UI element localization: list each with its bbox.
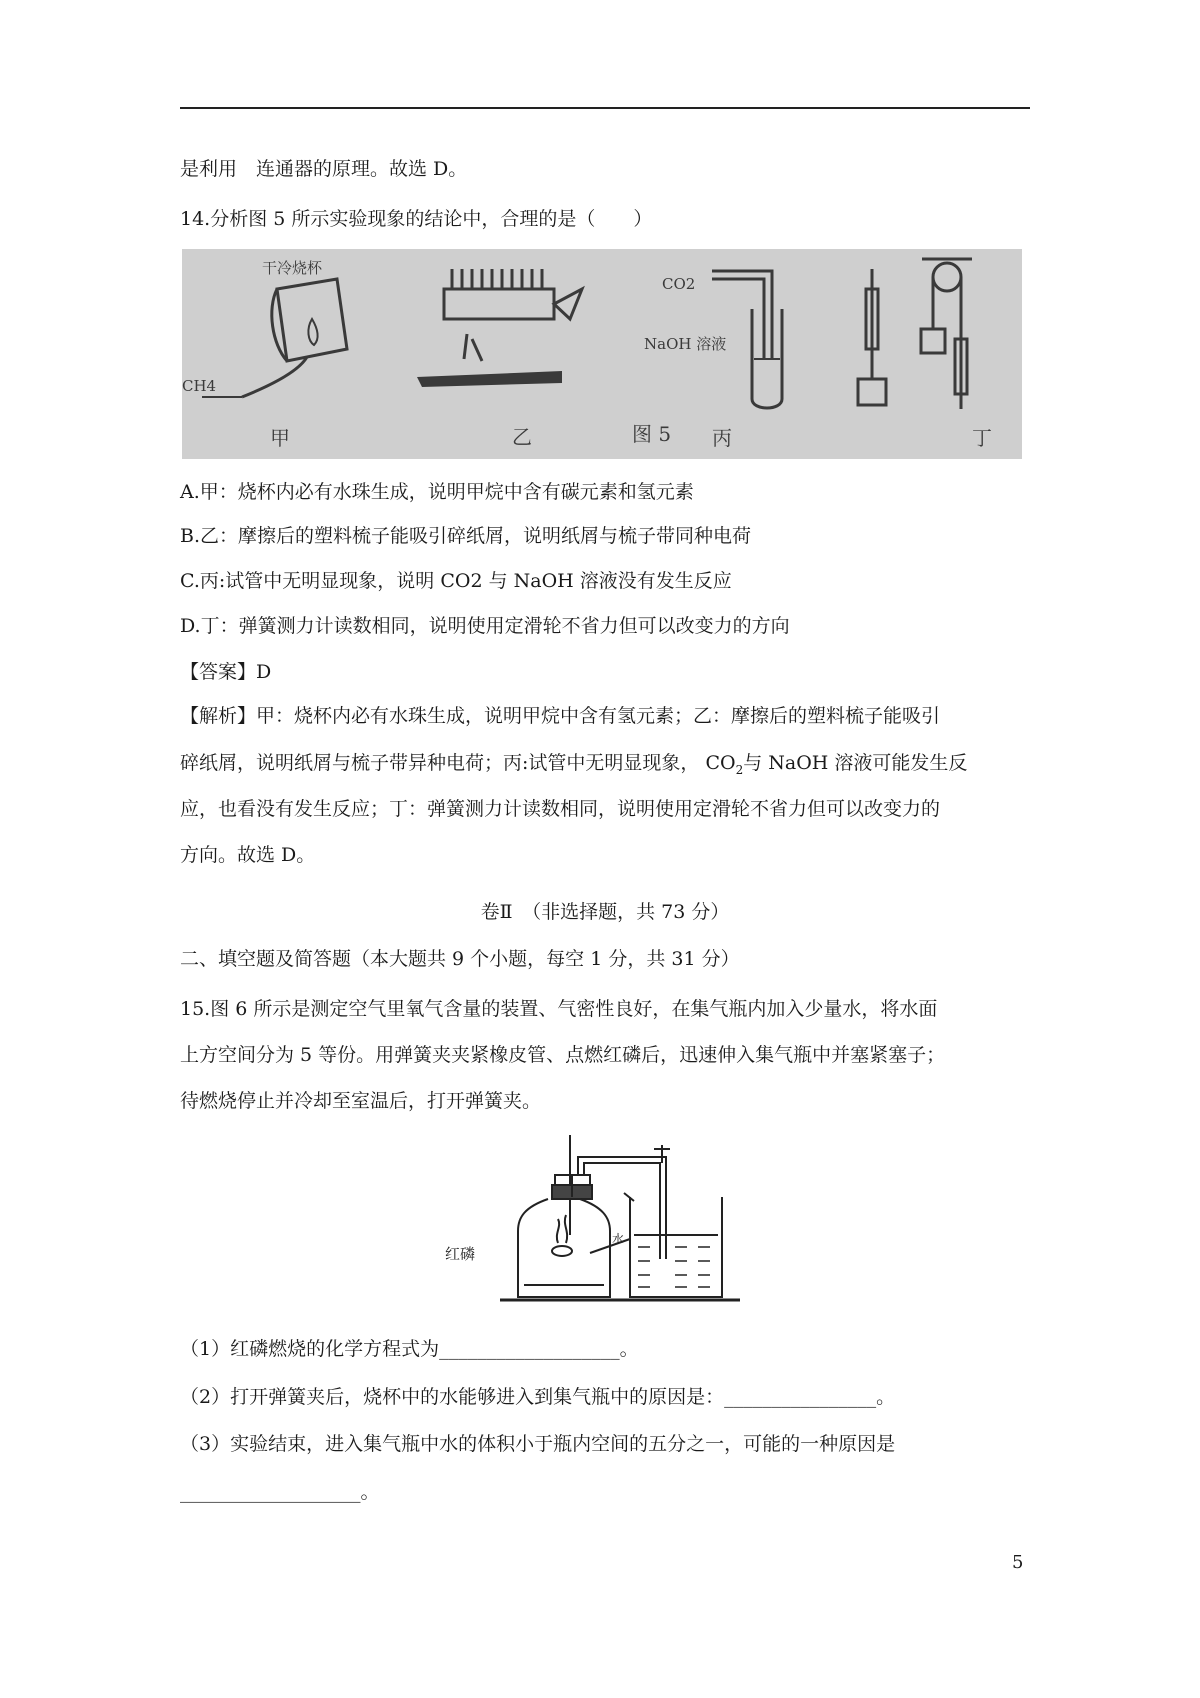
label-red-phosphorus: 红磷 xyxy=(445,1245,476,1263)
subquestion-3-blank: ___________________。 xyxy=(180,1481,380,1503)
figure-5-background xyxy=(182,249,1022,459)
co2-subscript: 2 xyxy=(735,762,744,777)
section-title: 卷Ⅱ （非选择题，共 73 分） xyxy=(480,901,730,923)
question-15-line-1: 15.图 6 所示是测定空气里氧气含量的装置、气密性良好，在集气瓶内加入少量水，将水面 xyxy=(180,998,938,1020)
text-line: 是利用 连通器的原理。故选 D。 xyxy=(180,158,468,180)
figure-5-caption: 图 5 xyxy=(632,422,672,446)
label-naoh: NaOH 溶液 xyxy=(644,335,727,353)
caption-bing: 丙 xyxy=(712,426,732,450)
question-14: 14.分析图 5 所示实验现象的结论中，合理的是（ ） xyxy=(180,208,653,230)
question-15-line-2: 上方空间分为 5 等份。用弹簧夹夹紧橡皮管、点燃红磷后，迅速伸入集气瓶中并塞紧塞子； xyxy=(180,1044,946,1066)
analysis-line-2a: 碎纸屑，说明纸屑与梳子带异种电荷；丙:试管中无明显现象， xyxy=(180,752,700,774)
page-number: 5 xyxy=(1012,1552,1024,1573)
subquestion-1: （1）红磷燃烧的化学方程式为___________________。 xyxy=(180,1338,639,1360)
caption-jia: 甲 xyxy=(270,426,290,450)
option-a: A.甲：烧杯内必有水珠生成，说明甲烷中含有碳元素和氢元素 xyxy=(180,481,694,503)
analysis-line-3: 应，也看没有发生反应；丁：弹簧测力计读数相同，说明使用定滑轮不省力但可以改变力的 xyxy=(180,798,941,820)
subquestion-3: （3）实验结束，进入集气瓶中水的体积小于瓶内空间的五分之一，可能的一种原因是 xyxy=(180,1433,896,1455)
figure-5 xyxy=(182,249,1022,459)
question-15-line-3: 待燃烧停止并冷却至室温后，打开弹簧夹。 xyxy=(180,1090,542,1112)
option-c: C.丙:试管中无明显现象，说明 CO2 与 NaOH 溶液没有发生反应 xyxy=(180,570,732,592)
analysis-line-1: 【解析】甲：烧杯内必有水珠生成，说明甲烷中含有氢元素；乙：摩擦后的塑料梳子能吸引 xyxy=(180,705,941,727)
figure-6 xyxy=(445,1135,760,1307)
co2-formula xyxy=(705,752,744,777)
part-2-heading: 二、填空题及简答题（本大题共 9 个小题，每空 1 分，共 31 分） xyxy=(180,948,740,970)
analysis-line-4: 方向。故选 D。 xyxy=(180,844,316,866)
label-ch4: CH4 xyxy=(182,377,217,395)
answer: 【答案】D xyxy=(180,661,272,683)
analysis-line-2b: 与 NaOH 溶液可能发生反 xyxy=(743,752,968,774)
label-jia-top: 干冷烧杯 xyxy=(262,259,323,277)
header-rule xyxy=(180,107,1030,109)
analysis-line-2 xyxy=(180,749,967,784)
water-hatching xyxy=(638,1247,710,1287)
option-b: B.乙：摩擦后的塑料梳子能吸引碎纸屑，说明纸屑与梳子带同种电荷 xyxy=(180,525,752,547)
co2-co: CO xyxy=(705,752,736,774)
subquestion-2: （2）打开弹簧夹后，烧杯中的水能够进入到集气瓶中的原因是：________________。 xyxy=(180,1386,896,1408)
caption-ding: 丁 xyxy=(972,426,992,450)
label-water: 水 xyxy=(612,1232,625,1246)
option-d: D.丁：弹簧测力计读数相同，说明使用定滑轮不省力但可以改变力的方向 xyxy=(180,615,790,637)
label-co2: CO2 xyxy=(662,275,696,293)
caption-yi: 乙 xyxy=(512,425,532,449)
